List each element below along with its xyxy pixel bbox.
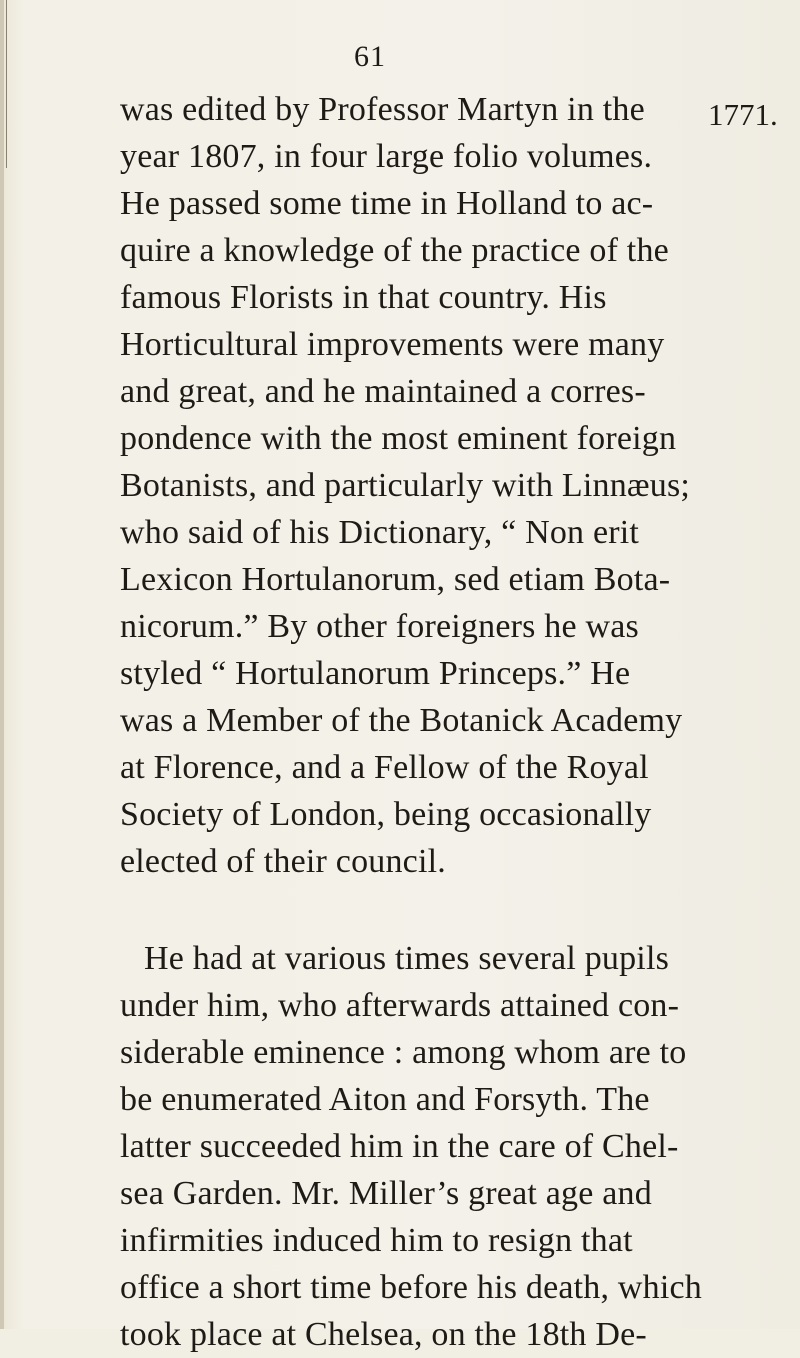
text-line: pondence with the most eminent foreign (120, 420, 677, 457)
paragraph-spacer (120, 885, 800, 935)
margin-note-year: 1771. (708, 97, 778, 132)
text-line: Horticultural improvements were many (120, 326, 665, 363)
text-line: He passed some time in Holland to ac- (120, 185, 654, 222)
text-line: sea Garden. Mr. Miller’s great age and (120, 1175, 652, 1212)
text-line: at Florence, and a Fellow of the Royal (120, 749, 649, 786)
text-line: was edited by Professor Martyn in the (120, 91, 645, 128)
text-line: siderable eminence : among whom are to (120, 1034, 687, 1071)
paragraph-2 (120, 935, 800, 1358)
text-line: who said of his Dictionary, “ Non erit (120, 514, 640, 551)
text-line: Society of London, being occasionally (120, 796, 652, 833)
text-line: Lexicon Hortulanorum, sed etiam Bota- (120, 561, 671, 598)
page-binding-edge (0, 0, 4, 1329)
text-line: year 1807, in four large folio volumes. (120, 138, 653, 175)
text-line: quire a knowledge of the practice of the (120, 232, 669, 269)
text-line: infirmities induced him to resign that (120, 1222, 633, 1259)
text-line: office a short time before his death, which (120, 1269, 703, 1306)
text-line: latter succeeded him in the care of Chel- (120, 1128, 679, 1165)
body-text (120, 86, 800, 1358)
text-line: elected of their council. (120, 843, 446, 880)
text-line: nicorum.” By other foreigners he was (120, 608, 639, 645)
text-line: styled “ Hortulanorum Princeps.” He (120, 655, 631, 692)
text-line: famous Florists in that country. His (120, 279, 607, 316)
text-line: took place at Chelsea, on the 18th De- (120, 1316, 647, 1353)
page-number: 61 (354, 40, 386, 73)
binding-shadow-line (6, 0, 7, 168)
text-line: was a Member of the Botanick Academy (120, 702, 683, 739)
text-line: under him, who afterwards attained con- (120, 987, 680, 1024)
text-line: He had at various times several pupils (144, 940, 670, 977)
text-line: and great, and he maintained a corres- (120, 373, 646, 410)
paragraph-1 (120, 86, 800, 885)
text-line: be enumerated Aiton and Forsyth. The (120, 1081, 650, 1118)
text-line: Botanists, and particularly with Linnæus; (120, 467, 691, 504)
